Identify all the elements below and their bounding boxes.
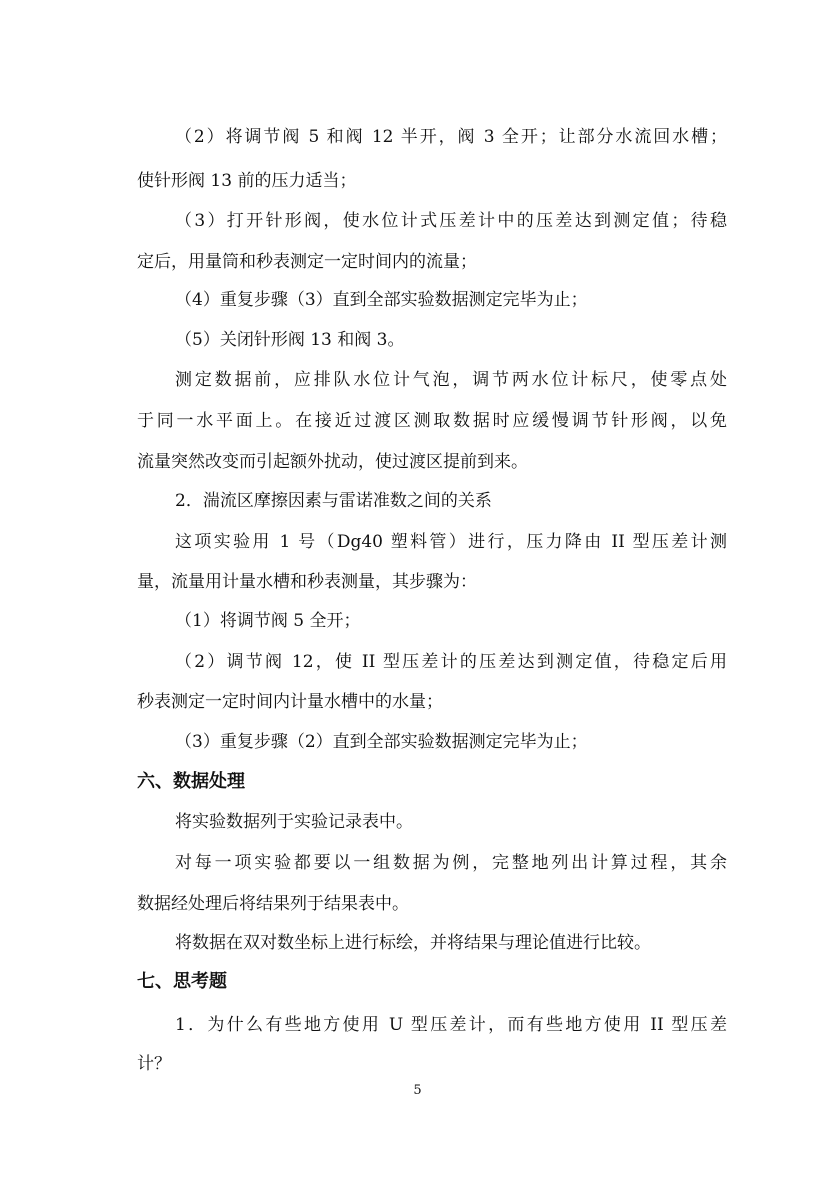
- text-line-18: 将实验数据列于实验记录表中。: [175, 812, 413, 832]
- section-heading-questions: 七、思考题: [137, 971, 227, 992]
- text-line-11: 这项实验用 1 号（Dg40 塑料管）进行，压力降由 II 型压差计测: [175, 532, 727, 552]
- text-line-24: 计？: [137, 1054, 171, 1074]
- text-line-20: 数据经处理后将结果列于结果表中。: [137, 894, 409, 914]
- section-heading-data-processing: 六、数据处理: [137, 771, 245, 792]
- text-line-16: （3）重复步骤（2）直到全部实验数据测定完毕为止；: [175, 732, 588, 752]
- text-line-12: 量，流量用计量水槽和秒表测量，其步骤为：: [137, 572, 477, 592]
- text-line-6: （5）关闭针形阀 13 和阀 3。: [175, 330, 405, 350]
- text-line-19: 对每一项实验都要以一组数据为例，完整地列出计算过程，其余: [175, 853, 727, 873]
- text-line-3: （3）打开针形阀，使水位计式压差计中的压差达到测定值；待稳: [175, 211, 727, 231]
- text-line-2: 使针形阀 13 前的压力适当；: [137, 171, 357, 191]
- page-number: 5: [413, 1083, 422, 1098]
- text-line-14: （2）调节阀 12，使 II 型压差计的压差达到测定值，待稳定后用: [175, 652, 727, 672]
- text-line-15: 秒表测定一定时间内计量水槽中的水量；: [137, 692, 443, 712]
- subsection-title: 2．湍流区摩擦因素与雷诺准数之间的关系: [175, 491, 492, 511]
- text-line-23: 1．为什么有些地方使用 U 型压差计，而有些地方使用 II 型压差: [175, 1015, 727, 1035]
- text-line-13: （1）将调节阀 5 全开；: [175, 611, 361, 631]
- text-line-8: 于同一水平面上。在接近过渡区测取数据时应缓慢调节针形阀，以免: [137, 411, 727, 431]
- text-line-21: 将数据在双对数坐标上进行标绘，并将结果与理论值进行比较。: [175, 933, 651, 953]
- text-line-1: （2）将调节阀 5 和阀 12 半开，阀 3 全开；让部分水流回水槽；: [175, 127, 727, 147]
- text-line-5: （4）重复步骤（3）直到全部实验数据测定完毕为止；: [175, 290, 588, 310]
- text-line-7: 测定数据前，应排队水位计气泡，调节两水位计标尺，使零点处: [175, 370, 727, 390]
- text-line-4: 定后，用量筒和秒表测定一定时间内的流量；: [137, 252, 477, 272]
- text-line-9: 流量突然改变而引起额外扰动，使过渡区提前到来。: [137, 452, 528, 472]
